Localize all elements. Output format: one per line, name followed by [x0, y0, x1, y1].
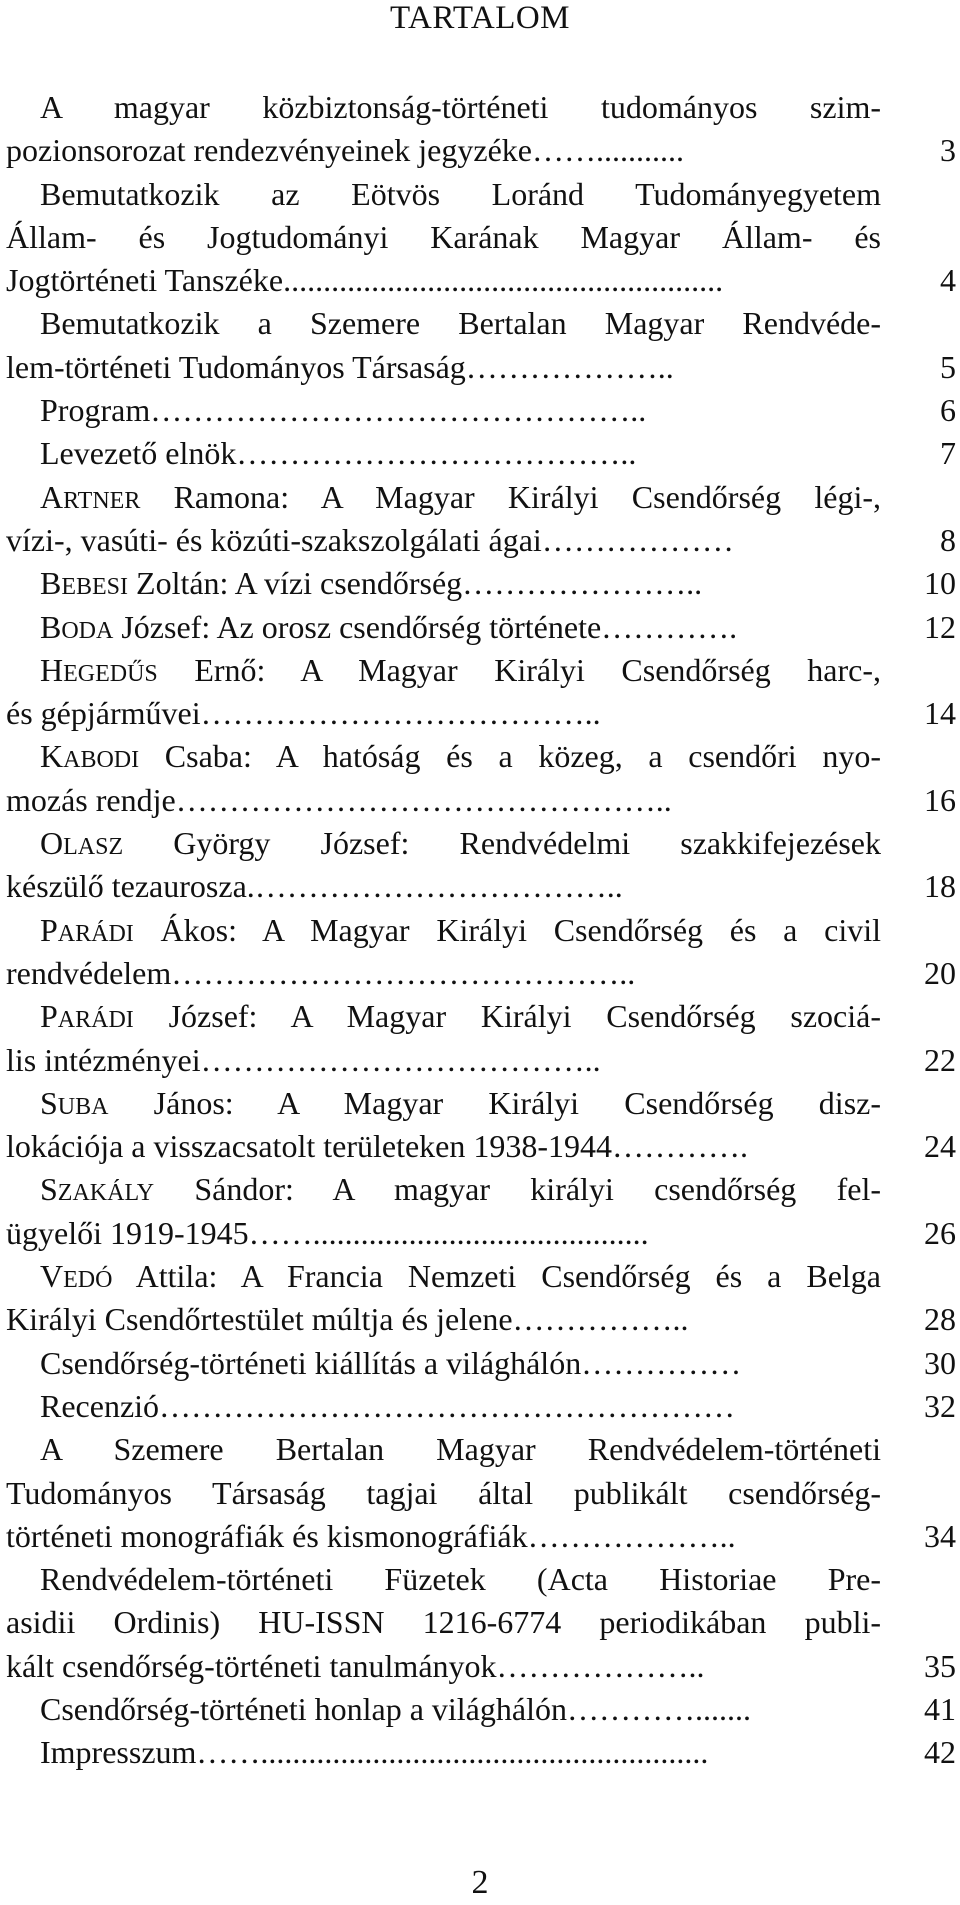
toc-entry — [0, 649, 960, 736]
toc-line-body: Állam- és Jogtudományi Karának Magyar Állam- és — [6, 218, 881, 255]
toc-line-text — [6, 259, 881, 302]
toc-line — [0, 692, 960, 735]
toc-line — [0, 1688, 960, 1731]
toc-line-body: János: A Magyar Királyi Csendőrség disz- — [108, 1084, 881, 1121]
toc-line — [0, 259, 960, 302]
toc-line-text — [40, 606, 881, 653]
toc-line-text — [6, 1125, 881, 1168]
toc-line-body: György József: Rendvédelmi szakkifejezések — [123, 825, 881, 862]
author-initial: H — [40, 651, 64, 688]
toc-line-text — [40, 995, 881, 1042]
toc-line — [0, 822, 960, 865]
toc-line-text — [40, 649, 881, 696]
toc-entry — [0, 1428, 960, 1558]
toc-line — [0, 129, 960, 172]
toc-line-body: Bemutatkozik a Szemere Bertalan Magyar Rendvéde- — [40, 305, 881, 342]
toc-page-number: 41 — [924, 1690, 956, 1727]
toc-line-text — [40, 1558, 881, 1601]
toc-line — [0, 1731, 960, 1774]
author-rest: UBA — [57, 1093, 109, 1120]
toc-line-text — [40, 173, 881, 216]
toc-line — [0, 1212, 960, 1255]
toc-line-text — [6, 216, 881, 259]
toc-line — [0, 735, 960, 778]
toc-line — [0, 173, 960, 216]
toc-line — [0, 779, 960, 822]
toc-line-text — [40, 302, 881, 345]
toc-line-body: pozionsorozat rendezvényeinek jegyzéke……........... — [6, 132, 684, 169]
toc-page-number: 26 — [924, 1214, 956, 1251]
toc-line-text — [40, 1168, 881, 1215]
toc-line-text — [6, 1601, 881, 1644]
toc-line-body: Ernő: A Magyar Királyi Csendőrség harc-, — [157, 651, 881, 688]
toc-line — [0, 86, 960, 129]
toc-line — [0, 1039, 960, 1082]
toc-page-number: 35 — [924, 1647, 956, 1684]
toc-page-number: 22 — [924, 1041, 956, 1078]
author-rest: EBESI — [61, 574, 129, 601]
toc-entry — [0, 1082, 960, 1169]
toc-line-body: Rendvédelem-történeti Füzetek (Acta Historiae Pre- — [40, 1561, 881, 1598]
toc-entry — [0, 606, 960, 649]
author-name — [40, 738, 139, 774]
toc-line-body: Csendőrség-történeti honlap a világhálón…………....... — [40, 1690, 751, 1727]
author-initial: S — [40, 1084, 58, 1121]
author-initial: B — [40, 565, 62, 602]
toc-line-text — [40, 1385, 881, 1428]
toc-line — [0, 1645, 960, 1688]
toc-line — [0, 1342, 960, 1385]
toc-line — [0, 1125, 960, 1168]
toc-line-text — [40, 1428, 881, 1471]
toc-entry — [0, 1255, 960, 1342]
author-rest: ODA — [61, 617, 114, 644]
toc-line-body: lem-történeti Tudományos Társaság……………….. — [6, 348, 674, 385]
toc-entry — [0, 1731, 960, 1774]
toc-line-text — [6, 1039, 881, 1082]
toc-line — [0, 909, 960, 952]
toc-line — [0, 606, 960, 649]
toc-line-text — [40, 432, 881, 475]
toc-line-body: vízi-, vasúti- és közúti-szakszolgálati ágai……………… — [6, 521, 734, 558]
toc-entry — [0, 909, 960, 996]
toc-page-number: 32 — [924, 1387, 956, 1424]
author-name — [40, 912, 134, 948]
toc-line — [0, 995, 960, 1038]
toc-line-text — [6, 779, 881, 822]
toc-line-text — [40, 86, 881, 129]
author-name — [40, 565, 128, 601]
toc-page-number: 12 — [924, 608, 956, 645]
author-initial: A — [40, 478, 64, 515]
author-name — [40, 479, 140, 515]
toc-line-body: mozás rendje……………………………………….. — [6, 781, 672, 818]
toc-line-text — [40, 1688, 881, 1731]
toc-line-text — [6, 1298, 881, 1341]
toc-page-number: 30 — [924, 1344, 956, 1381]
toc-line-body: történeti monográfiák és kismonográfiák……………….. — [6, 1517, 736, 1554]
author-rest: ABODI — [63, 747, 140, 774]
toc-line — [0, 865, 960, 908]
toc-entry — [0, 1168, 960, 1255]
toc-entry — [0, 476, 960, 563]
toc-line-body: József: Az orosz csendőrség története…………. — [113, 608, 738, 645]
toc-entry — [0, 389, 960, 432]
toc-line-text — [40, 1342, 881, 1385]
toc-line — [0, 389, 960, 432]
toc-line-text — [40, 822, 881, 869]
toc-entry — [0, 1385, 960, 1428]
toc-line-body: A Szemere Bertalan Magyar Rendvédelem-történeti — [40, 1431, 881, 1468]
author-initial: B — [40, 608, 62, 645]
toc-line-body: Ákos: A Magyar Királyi Csendőrség és a civil — [133, 911, 881, 948]
author-rest: EGEDŰS — [63, 660, 158, 687]
author-rest: ARÁDI — [57, 920, 134, 947]
author-initial: V — [40, 1258, 64, 1295]
author-rest: EDÓ — [63, 1267, 113, 1294]
toc-page-number: 18 — [924, 868, 956, 905]
toc-page-number: 20 — [924, 954, 956, 991]
toc-line-body: Sándor: A magyar királyi csendőrség fel- — [154, 1171, 881, 1208]
toc-line — [0, 1472, 960, 1515]
toc-entry — [0, 995, 960, 1082]
author-rest: LASZ — [63, 834, 124, 861]
toc-line — [0, 562, 960, 605]
toc-line-body: Bemutatkozik az Eötvös Loránd Tudományegyetem — [40, 175, 881, 212]
toc-page-number: 34 — [924, 1517, 956, 1554]
toc-line — [0, 476, 960, 519]
toc-page-number: 42 — [924, 1734, 956, 1771]
toc-entry — [0, 302, 960, 389]
toc-line-body: Ramona: A Magyar Királyi Csendőrség légi-, — [140, 478, 881, 515]
toc-line — [0, 1385, 960, 1428]
author-initial: S — [40, 1171, 58, 1208]
author-name — [40, 652, 158, 688]
toc-page-number: 3 — [940, 132, 956, 169]
author-name — [40, 998, 134, 1034]
toc-line — [0, 1168, 960, 1211]
toc-line-text — [6, 1645, 881, 1688]
author-name — [40, 1171, 154, 1207]
author-name — [40, 1258, 112, 1294]
toc-line-body: Csendőrség-történeti kiállítás a világhálón…………… — [40, 1344, 742, 1381]
toc-entry — [0, 562, 960, 605]
toc-line-text — [6, 1472, 881, 1515]
toc-line-text — [40, 735, 881, 782]
toc-line — [0, 1428, 960, 1471]
toc-line-body: asidii Ordinis) HU-ISSN 1216-6774 periodikában publi- — [6, 1604, 881, 1641]
toc-page-number: 8 — [940, 521, 956, 558]
toc-page-number: 4 — [940, 262, 956, 299]
author-initial: P — [40, 911, 58, 948]
author-rest: ARÁDI — [57, 1007, 134, 1034]
toc-line — [0, 1558, 960, 1601]
toc-line-text — [6, 692, 881, 735]
author-initial: K — [40, 738, 64, 775]
toc-page-number: 7 — [940, 435, 956, 472]
toc-line — [0, 1298, 960, 1341]
author-name — [40, 825, 123, 861]
toc-line — [0, 302, 960, 345]
toc-line-body: Tudományos Társaság tagjai által publikált csendőrség- — [6, 1474, 881, 1511]
toc-line-text — [6, 1212, 881, 1255]
toc-line — [0, 1515, 960, 1558]
toc-line-body: Zoltán: A vízi csendőrség………………….. — [128, 565, 703, 602]
author-initial: O — [40, 825, 64, 862]
toc-line-body: Recenzió……………………………………………… — [40, 1387, 736, 1424]
author-rest: RTNER — [63, 487, 141, 514]
toc-entry — [0, 173, 960, 303]
toc-line-body: Attila: A Francia Nemzeti Csendőrség és a Belga — [112, 1258, 881, 1295]
toc-line-body: József: A Magyar Királyi Csendőrség szociá- — [133, 998, 881, 1035]
author-name — [40, 609, 113, 645]
toc-line — [0, 1601, 960, 1644]
toc-line-body: lis intézményei……………………………….. — [6, 1041, 601, 1078]
toc-entry — [0, 1688, 960, 1731]
toc-line — [0, 519, 960, 562]
toc-line-body: Impresszum……........................................................ — [40, 1734, 709, 1771]
toc-line — [0, 1255, 960, 1298]
toc-line-body: kált csendőrség-történeti tanulmányok……………….. — [6, 1647, 705, 1684]
toc-line-text — [6, 519, 881, 562]
toc-line-text — [6, 129, 881, 172]
toc-line-body: Királyi Csendőrtestület múltja és jelene…………….. — [6, 1301, 689, 1338]
toc-line — [0, 432, 960, 475]
toc-page-number: 28 — [924, 1301, 956, 1338]
toc-entry — [0, 735, 960, 822]
toc-page-number: 10 — [924, 565, 956, 602]
toc-line-body: és gépjárművei……………………………….. — [6, 695, 601, 732]
toc-entry — [0, 432, 960, 475]
toc-page-number: 16 — [924, 781, 956, 818]
toc-line-text — [6, 952, 881, 995]
toc-entry — [0, 1558, 960, 1688]
toc-entry — [0, 822, 960, 909]
toc-line-body: készülő tezaurosza.…………………………….. — [6, 868, 623, 905]
author-initial: P — [40, 998, 58, 1035]
toc-line-text — [6, 346, 881, 389]
toc-line-text — [40, 1255, 881, 1302]
author-name — [40, 1085, 108, 1121]
toc-page-number: 5 — [940, 348, 956, 385]
toc-line — [0, 1082, 960, 1125]
page-number: 2 — [471, 1864, 489, 1901]
toc-line-body: lokációja a visszacsatolt területeken 1938-1944…………. — [6, 1128, 749, 1165]
toc-line-body: ügyelői 1919-1945…….......................................... — [6, 1214, 649, 1251]
toc-page-number: 24 — [924, 1128, 956, 1165]
toc-line-body: Csaba: A hatóság és a közeg, a csendőri nyo- — [139, 738, 881, 775]
toc-line-text — [40, 909, 881, 956]
toc-line-body: Program……………………………………….. — [40, 392, 647, 429]
toc-line-text — [40, 476, 881, 523]
table-of-contents — [0, 86, 960, 1775]
toc-line — [0, 952, 960, 995]
toc-entry — [0, 86, 960, 173]
toc-line-body: Jogtörténeti Tanszéke....................................................... — [6, 262, 724, 299]
toc-line-text — [40, 389, 881, 432]
toc-page-number: 6 — [940, 392, 956, 429]
toc-line — [0, 346, 960, 389]
toc-line — [0, 216, 960, 259]
toc-line-text — [40, 1082, 881, 1129]
toc-line-text — [40, 1731, 881, 1774]
toc-line-text — [40, 562, 881, 609]
toc-entry — [0, 1342, 960, 1385]
author-rest: ZAKÁLY — [57, 1180, 155, 1207]
toc-line-body: Levezető elnök……………………………….. — [40, 435, 637, 472]
toc-line-text — [6, 865, 881, 908]
toc-line-body: rendvédelem…………………………………….. — [6, 954, 636, 991]
toc-line-text — [6, 1515, 881, 1558]
toc-line — [0, 649, 960, 692]
page-title: TARTALOM — [389, 0, 571, 36]
toc-page-number: 14 — [924, 695, 956, 732]
toc-line-body: A magyar közbiztonság-történeti tudományos szim- — [40, 89, 881, 125]
